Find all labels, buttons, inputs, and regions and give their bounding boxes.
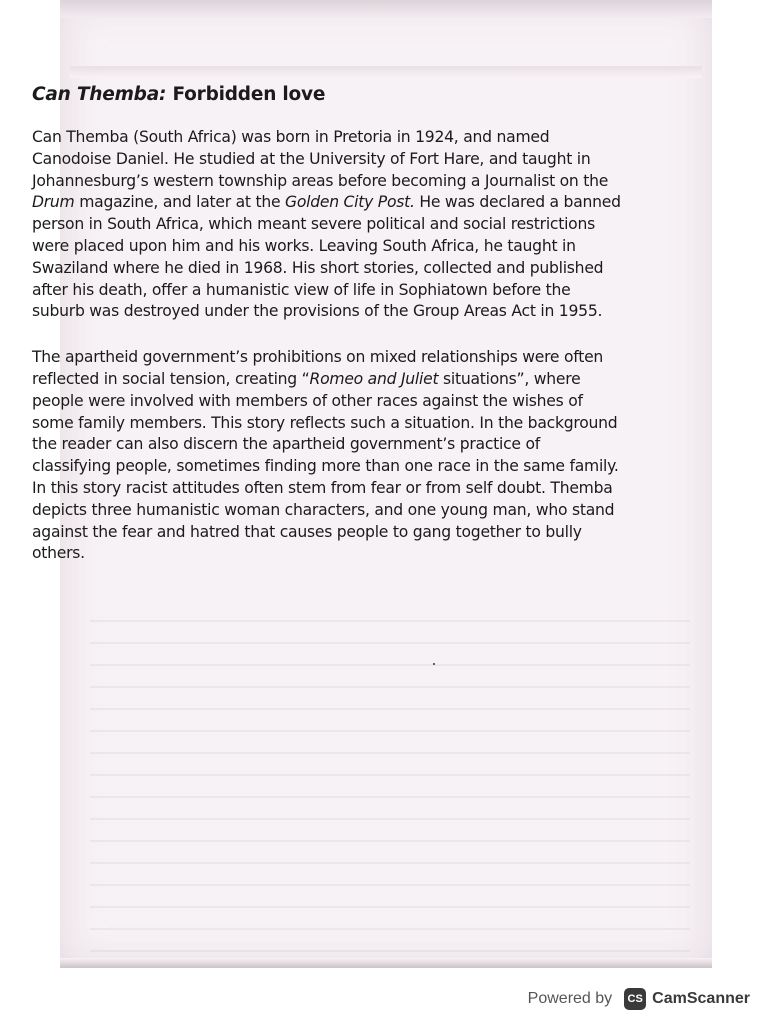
para1-golden-city-post: Golden City Post. <box>285 193 415 212</box>
title-subject: Forbidden love <box>166 84 326 105</box>
paragraph-biography <box>32 127 622 323</box>
para2-text: situations”, where people were involved with members of other races against the wishes of some family members. This story reflects such a situation. In the background the reader can also discern the apartheid government’s practice of classifying people, sometimes finding more than one race in the same family. In this story racist attitudes often stem from fear or from self doubt. Themba depicts three humanistic woman characters, and one young man, who stand against the fear and hatred that causes people to gang together to bully others. <box>32 369 619 563</box>
powered-by-label: Powered by <box>527 990 613 1007</box>
camscanner-logo-icon: CS <box>624 988 646 1010</box>
bleed-through-text <box>90 600 690 960</box>
ink-speck <box>433 663 435 665</box>
para1-drum: Drum <box>32 193 75 212</box>
page-top-edge <box>60 0 712 18</box>
article <box>32 84 622 589</box>
header-band <box>70 66 702 78</box>
para2-text: The apartheid government’s prohibitions on mixed relationships were often reflected in social tension, creating “ <box>32 348 604 388</box>
camscanner-brand: CamScanner <box>652 990 750 1007</box>
para1-text: magazine, and later at the <box>74 193 285 212</box>
para1-text: Can Themba (South Africa) was born in Pretoria in 1924, and named Canodoise Daniel. He studied at the University of Fort Hare, and taught in Johannesburg’s western township areas before becoming a Journalist on the <box>32 128 609 190</box>
article-title <box>32 84 622 105</box>
camscanner-watermark <box>528 985 750 1013</box>
paragraph-context <box>32 347 622 565</box>
page-bottom-edge <box>60 958 712 968</box>
para1-text: He was declared a banned person in South Africa, which meant severe political and social restrictions were placed upon him and his works. Leaving South Africa, he taught in Swaziland where he died in 1968. His short stories, collected and published after his death, offer a humanistic view of life in Sophiatown before the suburb was destroyed under the provisions of the Group Areas Act in 1955. <box>32 193 621 321</box>
para2-romeo-juliet: Romeo and Juliet <box>309 369 439 388</box>
title-author: Can Themba: <box>32 84 167 105</box>
